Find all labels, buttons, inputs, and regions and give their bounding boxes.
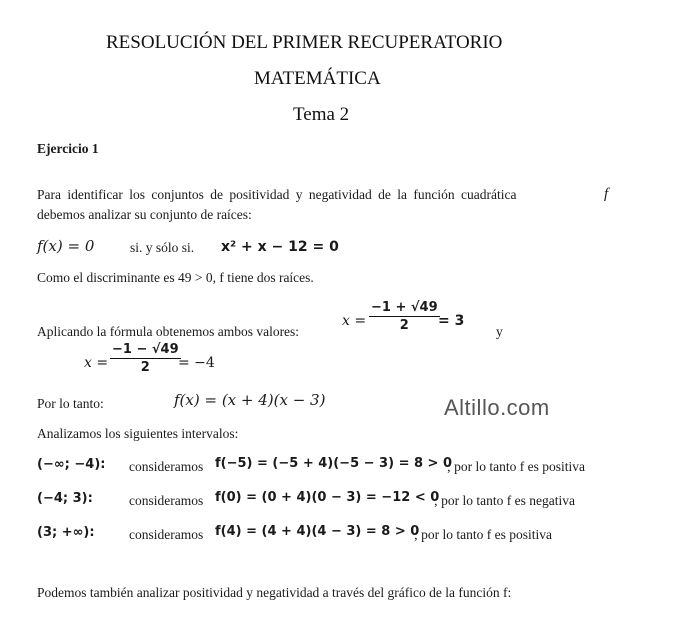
- interval-result: ; por lo tanto f es negativa: [434, 493, 575, 508]
- intro-text-line2: debemos analizar su conjunto de raíces:: [37, 207, 252, 222]
- consider-text: consideramos: [129, 493, 204, 508]
- root1-numerator: −1 + √49: [371, 300, 438, 315]
- watermark: Altillo.com: [444, 395, 550, 420]
- root1-lhs: x =: [342, 313, 367, 329]
- equation-quadratic: x² + x − 12 = 0: [221, 239, 339, 255]
- intervals-intro-text: Analizamos los siguientes intervalos:: [37, 426, 239, 441]
- interval-label: (3; +∞):: [37, 525, 95, 540]
- therefore-text: Por lo tanto:: [37, 396, 104, 411]
- root2-fraction-bar: [110, 358, 181, 359]
- iff-text: si. y sólo si.: [130, 240, 195, 255]
- root1-fraction-bar: [369, 316, 440, 317]
- root2-result: = −4: [178, 355, 215, 371]
- interval-result: ; por lo tanto f es positiva: [447, 459, 585, 474]
- interval-label: (−4; 3):: [37, 491, 93, 506]
- closing-text: Podemos también analizar positividad y negatividad a través del gráfico de la función f:: [37, 585, 512, 600]
- root2-numerator: −1 − √49: [112, 342, 179, 357]
- and-word: y: [496, 324, 503, 339]
- equation-f-equals-zero: f(x) = 0: [37, 237, 95, 255]
- root2-denominator: 2: [140, 360, 150, 375]
- consider-text: consideramos: [129, 459, 204, 474]
- intro-function-symbol: f: [604, 186, 609, 202]
- document-title: RESOLUCIÓN DEL PRIMER RECUPERATORIO: [106, 32, 503, 53]
- interval-evaluation: f(0) = (0 + 4)(0 − 3) = −12 < 0: [215, 490, 440, 505]
- subject-title: MATEMÁTICA: [254, 68, 381, 89]
- discriminant-text: Como el discriminante es 49 > 0, f tiene dos raíces.: [37, 270, 314, 285]
- root1-denominator: 2: [399, 318, 409, 333]
- root1-result: = 3: [438, 313, 465, 329]
- interval-evaluation: f(4) = (4 + 4)(4 − 3) = 8 > 0: [215, 524, 420, 539]
- factored-function: f(x) = (x + 4)(x − 3): [174, 391, 326, 409]
- root2-fraction: [110, 342, 181, 375]
- topic-title: Tema 2: [293, 104, 350, 125]
- intro-text-line1: Para identificar los conjuntos de positividad y negatividad de la función cuadrática: [37, 187, 517, 202]
- interval-label: (−∞; −4):: [37, 457, 106, 472]
- interval-evaluation: f(−5) = (−5 + 4)(−5 − 3) = 8 > 0: [215, 456, 453, 471]
- root2-lhs: x =: [84, 355, 109, 371]
- formula-text: Aplicando la fórmula obtenemos ambos valores:: [37, 324, 300, 339]
- exercise-heading: Ejercicio 1: [37, 141, 99, 156]
- consider-text: consideramos: [129, 527, 204, 542]
- root1-fraction: [369, 300, 440, 333]
- interval-result: ; por lo tanto f es positiva: [414, 527, 552, 542]
